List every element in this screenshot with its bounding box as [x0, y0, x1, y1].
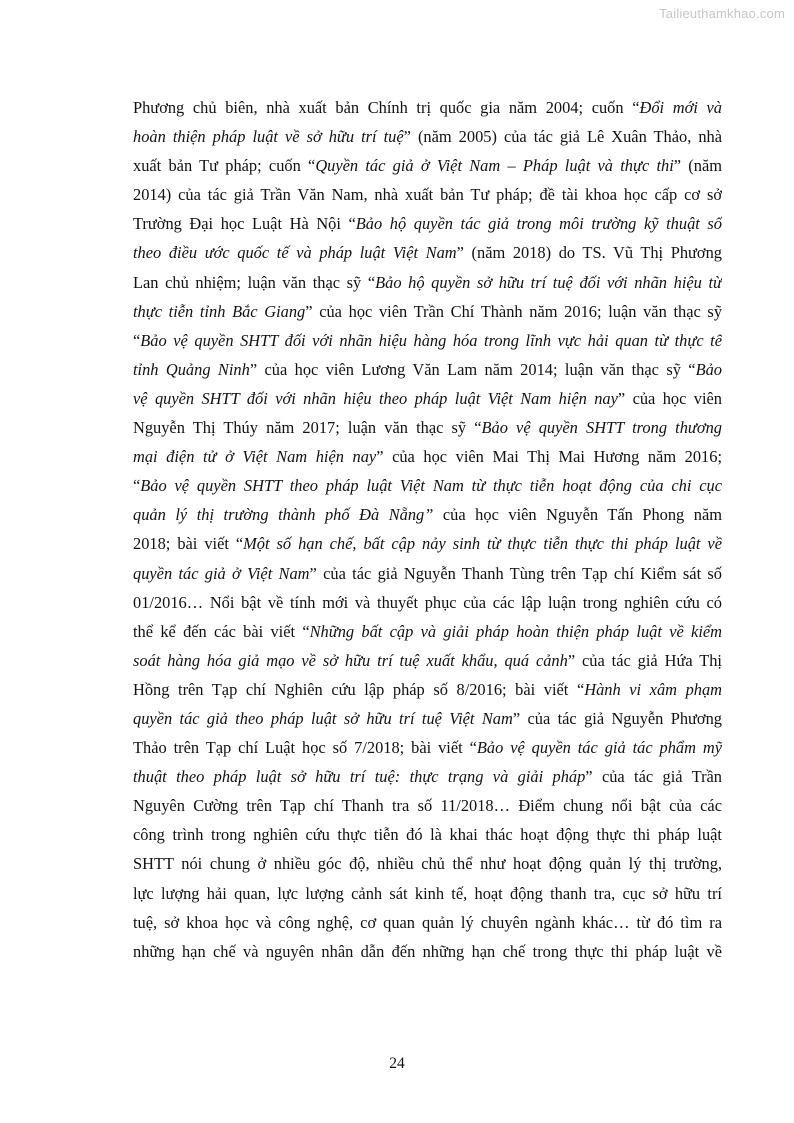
text-line [133, 733, 722, 762]
text-line [133, 646, 722, 675]
text-run: những hạn chế và nguyên nhân dẫn đến những hạn chế trong thực thi pháp luật về [133, 941, 722, 961]
text-run: Trường Đại học Luật Hà Nội “ [133, 214, 356, 234]
text-line [133, 238, 722, 267]
text-run: 2014) của tác giả Trần Văn Nam, nhà xuất bản Tư pháp; đề tài khoa học cấp cơ sở [133, 185, 722, 205]
text-line [133, 326, 722, 355]
text-line [133, 268, 722, 297]
italic-title-text: Bảo vệ quyền SHTT đối với nhãn hiệu hàng hóa trong lĩnh vực hải quan từ thực tế [140, 330, 722, 350]
text-run: 2018; bài viết “ [133, 534, 244, 554]
italic-title-text: quản lý thị trường thành phố Đà Nẵng” [133, 505, 434, 525]
text-run: Hồng trên Tạp chí Nghiên cứu lập pháp số 8/2016; bài viết “ [133, 679, 585, 699]
text-line [133, 442, 722, 471]
body-text [133, 93, 722, 966]
italic-title-text: tỉnh Quảng Ninh [133, 359, 250, 379]
italic-title-text: vệ quyền SHTT đối với nhãn hiệu theo pháp luật Việt Nam hiện nay [133, 388, 618, 408]
text-run: thể kể đến các bài viết “ [133, 621, 310, 641]
text-line [133, 762, 722, 791]
text-line [133, 529, 722, 558]
text-run: “ [133, 330, 141, 350]
italic-title-text: soát hàng hóa giả mạo về sở hữu trí tuệ xuất khẩu, quá cảnh [133, 650, 568, 670]
text-run: ” của học viên Trần Chí Thành năm 2016; luận văn thạc sỹ [305, 301, 722, 321]
italic-title-text: Bảo vệ quyền SHTT trong thương [481, 418, 722, 438]
italic-title-text: Một số hạn chế, bất cập nảy sinh từ thực tiễn thực thi pháp luật về [243, 534, 722, 554]
text-run: ” (năm 2005) của tác giả Lê Xuân Thảo, nhà [403, 127, 722, 147]
text-run: Nguyên Cường trên Tạp chí Thanh tra số 11/2018… Điểm chung nổi bật của các [133, 796, 722, 816]
text-line [133, 355, 722, 384]
italic-title-text: Hành vi xâm phạm [584, 679, 722, 699]
text-run: 01/2016… Nổi bật về tính mới và thuyết phục của các lập luận trong nghiên cứu có [133, 592, 722, 612]
text-line [133, 209, 722, 238]
text-line [133, 704, 722, 733]
text-run: ” của học viên Mai Thị Mai Hương năm 2016; [376, 447, 722, 467]
text-run: ” (năm 2018) do TS. Vũ Thị Phương [456, 243, 722, 263]
italic-title-text: hoàn thiện pháp luật về sở hữu trí tuệ [133, 127, 404, 147]
text-line [133, 791, 722, 820]
text-line [133, 500, 722, 529]
text-run: ” của học viên [617, 388, 722, 408]
text-line [133, 180, 722, 209]
text-run: của học viên Nguyễn Tấn Phong năm [433, 505, 722, 525]
text-line [133, 879, 722, 908]
text-run: Lan chủ nhiệm; luận văn thạc sỹ “ [133, 272, 376, 292]
text-run: Phương chủ biên, nhà xuất bản Chính trị quốc gia năm 2004; cuốn “ [133, 98, 640, 117]
text-run: lực lượng hải quan, lực lượng cảnh sát kinh tế, hoạt động thanh tra, cục sở hữu trí [133, 883, 722, 903]
text-run: Nguyễn Thị Thúy năm 2017; luận văn thạc sỹ “ [133, 418, 482, 438]
text-line [133, 820, 722, 849]
italic-title-text: Bảo hộ quyền tác giả trong môi trường kỹ thuật số [355, 214, 722, 234]
text-line [133, 908, 722, 937]
text-line [133, 151, 722, 180]
text-run: ” của tác giả Nguyễn Thanh Tùng trên Tạp chí Kiểm sát số [309, 563, 722, 583]
text-line [133, 122, 722, 151]
italic-title-text: thực tiễn tỉnh Bắc Giang [133, 301, 306, 321]
italic-title-text: Bảo vệ quyền tác giả tác phẩm mỹ [476, 738, 722, 758]
italic-title-text: Bảo hộ quyền sở hữu trí tuệ đối với nhãn hiệu từ [375, 272, 722, 292]
italic-title-text: quyền tác giả theo pháp luật sở hữu trí tuệ Việt Nam [133, 708, 513, 728]
text-line [133, 384, 722, 413]
italic-title-text: Quyền tác giả ở Việt Nam – Pháp luật và thực thi [315, 156, 674, 176]
text-line [133, 675, 722, 704]
italic-title-text: thuật theo pháp luật sở hữu trí tuệ: thực trạng và giải pháp [133, 767, 586, 787]
page-number: 24 [389, 1055, 405, 1072]
italic-title-text: theo điều ước quốc tế và pháp luật Việt Nam [133, 243, 457, 263]
italic-title-text: mại điện tử ở Việt Nam hiện nay [133, 447, 377, 467]
italic-title-text: Đổi mới và [639, 98, 722, 117]
text-run: công trình trong nghiên cứu thực tiễn đó là khai thác hoạt động thực thi pháp luật [133, 825, 722, 845]
text-run: Thảo trên Tạp chí Luật học số 7/2018; bài viết “ [133, 738, 477, 758]
text-line [133, 93, 722, 122]
text-line [133, 559, 722, 588]
text-run: ” của tác giả Trần [585, 767, 722, 787]
text-run: “ [133, 476, 141, 496]
italic-title-text: Bảo vệ quyền SHTT theo pháp luật Việt Nam từ thực tiễn hoạt động của chi cục [140, 476, 722, 496]
text-line [133, 937, 722, 966]
text-run: ” của học viên Lương Văn Lam năm 2014; luận văn thạc sỹ “ [249, 359, 696, 379]
text-run: ” (năm [673, 156, 722, 176]
watermark: Tailieuthamkhao.com [659, 6, 785, 21]
text-line [133, 849, 722, 878]
text-run: xuất bản Tư pháp; cuốn “ [133, 156, 316, 176]
text-run: SHTT nói chung ở nhiều góc độ, nhiều chủ thể như hoạt động quản lý thị trường, [133, 854, 722, 874]
text-line [133, 617, 722, 646]
text-line [133, 297, 722, 326]
text-run: ” của tác giả Nguyễn Phương [512, 708, 722, 728]
text-line [133, 588, 722, 617]
italic-title-text: Bảo [695, 359, 722, 379]
text-run: tuệ, sở khoa học và công nghệ, cơ quan quản lý chuyên ngành khác… từ đó tìm ra [133, 912, 722, 932]
italic-title-text: Những bất cập và giải pháp hoàn thiện pháp luật về kiểm [309, 621, 722, 641]
text-line [133, 471, 722, 500]
text-run: ” của tác giả Hứa Thị [567, 650, 722, 670]
italic-title-text: quyền tác giả ở Việt Nam [133, 563, 310, 583]
text-line [133, 413, 722, 442]
